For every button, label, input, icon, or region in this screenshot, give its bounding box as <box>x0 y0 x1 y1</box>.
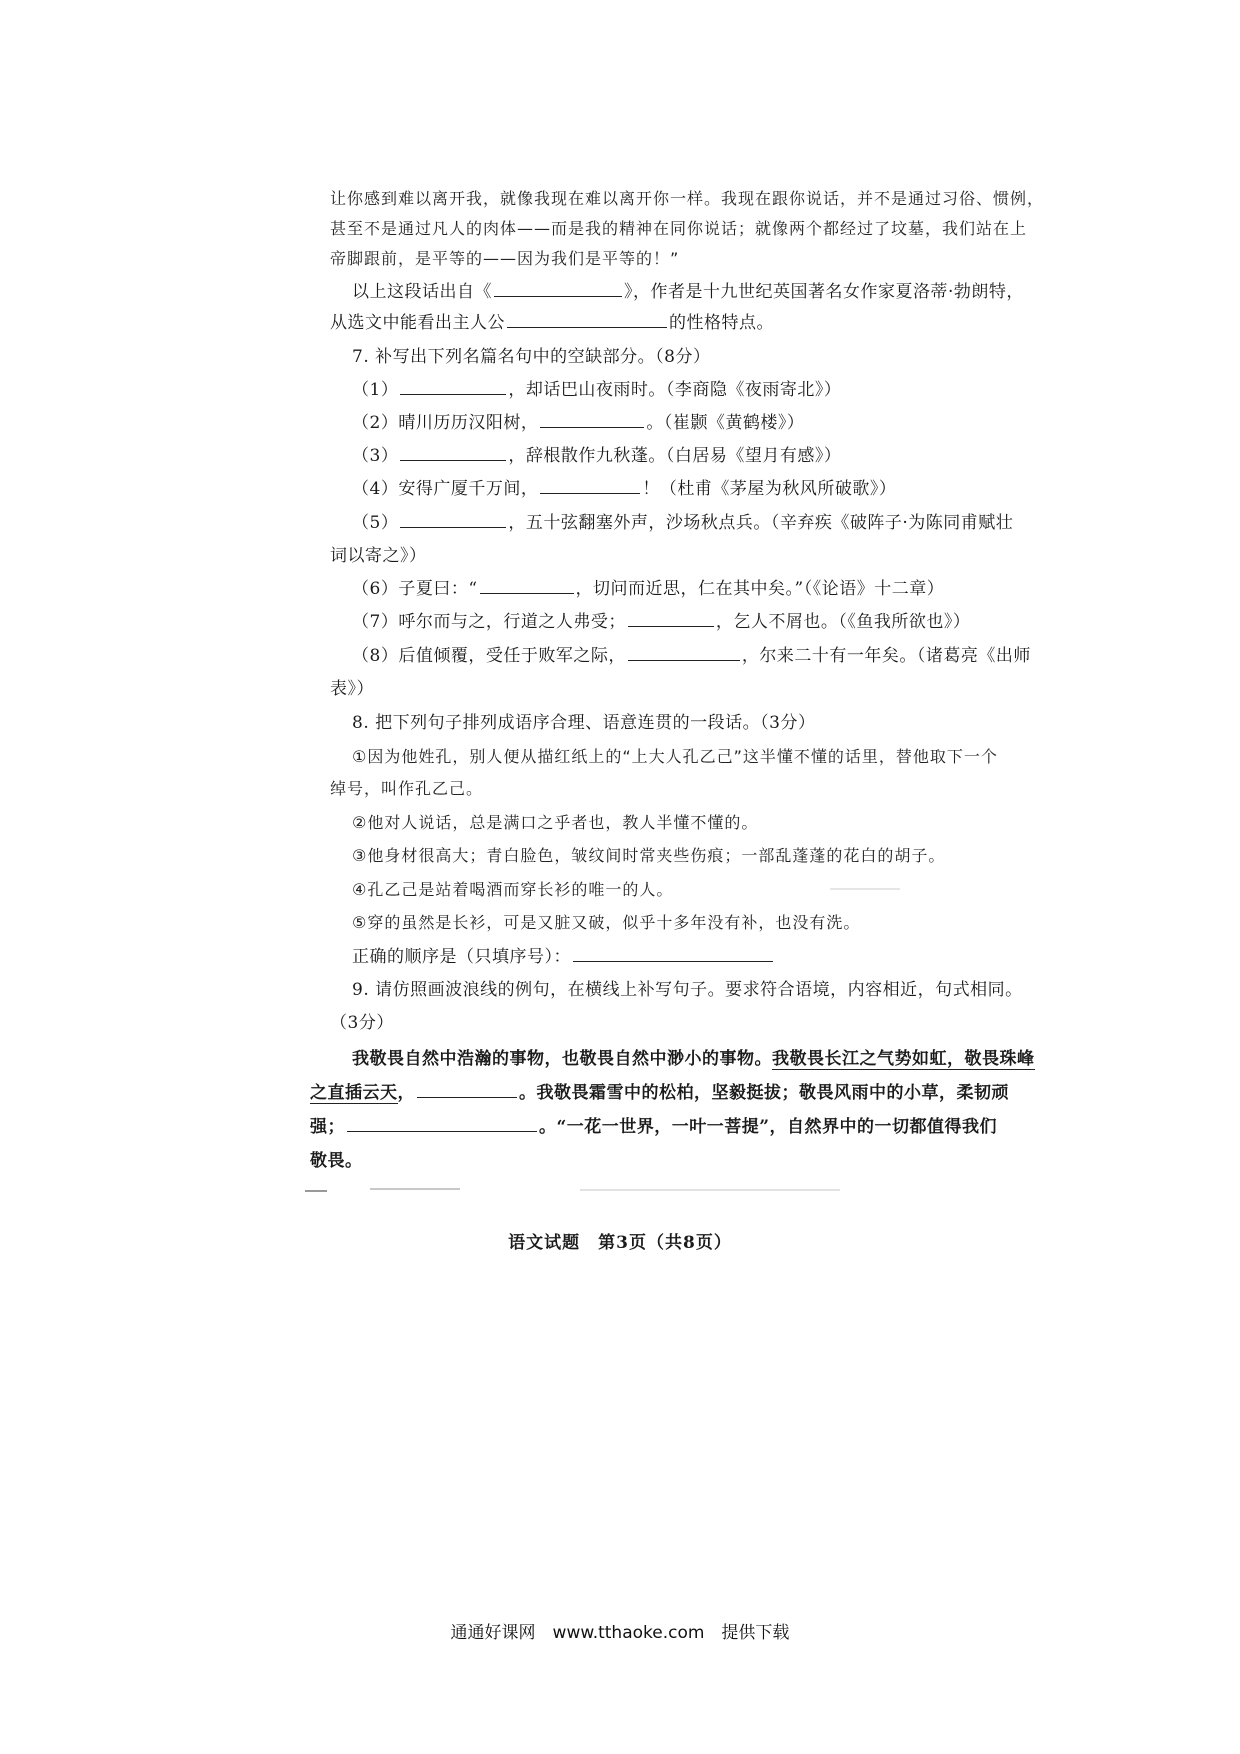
q7-blank-5[interactable] <box>400 511 506 528</box>
q7-item-4-pre: （4）安得广厦千万间， <box>352 479 539 499</box>
q7-item-8-pre: （8）后值倾覆，受任于败军之际， <box>352 646 626 666</box>
q9-p2-text: 。我敬畏霜雪中的松柏，坚毅挺拔；敬畏风雨中的小草，柔韧顽 <box>519 1083 1009 1103</box>
q7-title: 7. 补写出下列名篇名句中的空缺部分。（8分） <box>352 347 711 367</box>
q7-blank-1[interactable] <box>400 378 506 395</box>
q7-blank-6[interactable] <box>480 577 574 594</box>
answer-blank-character[interactable] <box>507 311 667 328</box>
scan-noise <box>580 1189 840 1191</box>
q7-item-2-text: 。（崔颢《黄鹤楼》） <box>646 413 805 433</box>
scan-noise <box>305 1190 327 1192</box>
q7-item-3-text: ，辞根散作九秋蓬。（白居易《望月有感》） <box>508 446 842 466</box>
source-question-a: 以上这段话出自《 <box>352 282 492 302</box>
q9-p1-wavy-example: 我敬畏长江之气势如虹，敬畏珠峰 <box>772 1049 1035 1069</box>
q7-item-6-text: ，切问而近思，仁在其中矣。”（《论语》十二章） <box>575 579 945 599</box>
q9-paragraph-line-4: 敬畏。 <box>310 1151 363 1171</box>
q7-item-8 <box>352 644 1045 668</box>
q7-item-1-text: ，却话巴山夜雨时。（李商隐《夜雨寄北》） <box>508 380 842 400</box>
q9-blank-1[interactable] <box>417 1081 517 1098</box>
q9-p1: 我敬畏自然中浩瀚的事物，也敬畏自然中渺小的事物。 <box>352 1049 772 1069</box>
q7-item-6-pre: （6）子夏曰：“ <box>352 579 478 599</box>
q8-answer <box>352 945 1045 969</box>
q7-item-5-text: ，五十弦翻塞外声，沙场秋点兵。（辛弃疾《破阵子·为陈同甫赋壮 <box>508 513 1014 533</box>
q9-paragraph-line-2: 之直插云天， 。我敬畏霜雪中的松柏，坚毅挺拔；敬畏风雨中的小草，柔韧顽 <box>310 1083 1009 1103</box>
character-question-d: 的性格特点。 <box>669 313 774 333</box>
q7-blank-7[interactable] <box>628 610 714 627</box>
q9-paragraph-line-1 <box>352 1047 1045 1071</box>
download-credit: 通通好课网 www.tthaoke.com 提供下载 <box>450 1623 790 1643</box>
q9-title: 9. 请仿照画波浪线的例句，在横线上补写句子。要求符合语境，内容相近，句式相同。 <box>352 980 1023 1000</box>
q7-item-4-text: ！（杜甫《茅屋为秋风所破歌》） <box>642 479 897 499</box>
character-question <box>330 311 1045 335</box>
source-question <box>352 280 1045 304</box>
q9-p3-text: 。“一花一世界，一叶一菩提”，自然界中的一切都值得我们 <box>539 1117 998 1137</box>
q7-item-5-num: （5） <box>352 513 399 533</box>
q8-sentence-1: ①因为他姓孔，别人便从描红纸上的“上大人孔乙己”这半懂不懂的话里，替他取下一个 <box>352 747 998 766</box>
q7-item-8-cont: 表》） <box>330 679 374 699</box>
q8-sentence-3: ③他身材很高大；青白脸色，皱纹间时常夹些伤痕；一部乱蓬蓬的花白的胡子。 <box>352 846 946 865</box>
q7-item-5 <box>352 511 1045 535</box>
scan-noise <box>830 888 900 890</box>
q7-item-4 <box>352 477 1045 501</box>
q8-sentence-1-cont: 绰号，叫作孔乙己。 <box>330 779 484 798</box>
q7-blank-3[interactable] <box>400 444 506 461</box>
q8-sentence-4: ④孔乙己是站着喝酒而穿长衫的唯一的人。 <box>352 880 674 899</box>
q9-p2-wavy-example: 之直插云天 <box>310 1083 398 1103</box>
q7-item-7-pre: （7）呼尔而与之，行道之人弗受； <box>352 612 626 632</box>
source-question-b: 》，作者是十九世纪英国著名女作家夏洛蒂·勃朗特， <box>624 282 1024 302</box>
scan-noise <box>370 1188 460 1190</box>
answer-blank-book[interactable] <box>494 280 622 297</box>
q8-sentence-2: ②他对人说话，总是满口之乎者也，教人半懂不懂的。 <box>352 813 759 832</box>
q7-item-1 <box>352 378 1045 402</box>
q7-item-7-text: ，乞人不屑也。（《鱼我所欲也》） <box>715 612 971 632</box>
q9-p3-a: 强； <box>310 1117 345 1137</box>
q9-paragraph-line-3 <box>310 1115 1045 1139</box>
passage-line-3: 帝脚跟前，是平等的——因为我们是平等的！” <box>330 249 680 268</box>
q9-score: （3分） <box>330 1013 394 1033</box>
q7-item-2-pre: （2）晴川历历汉阳树， <box>352 413 539 433</box>
q7-item-3-num: （3） <box>352 446 399 466</box>
q8-sentence-5: ⑤穿的虽然是长衫，可是又脏又破，似乎十多年没有补，也没有洗。 <box>352 913 861 932</box>
q8-answer-blank[interactable] <box>573 945 773 962</box>
q7-blank-2[interactable] <box>540 411 644 428</box>
character-question-c: 从选文中能看出主人公 <box>330 313 505 333</box>
q7-blank-4[interactable] <box>540 477 640 494</box>
q7-item-3 <box>352 444 1045 468</box>
q8-answer-label: 正确的顺序是（只填序号）： <box>352 947 571 967</box>
page-footer: 语文试题 第3页（共8页） <box>508 1233 732 1253</box>
q8-title: 8. 把下列句子排列成语序合理、语意连贯的一段话。（3分） <box>352 713 816 733</box>
q7-item-5-cont: 词以寄之》） <box>330 546 427 566</box>
q7-item-6 <box>352 577 1045 601</box>
q7-item-7 <box>352 610 1045 634</box>
passage-line-1: 让你感到难以离开我，就像我现在难以离开你一样。我现在跟你说话，并不是通过习俗、惯例， <box>330 189 1045 208</box>
q7-item-1-num: （1） <box>352 380 399 400</box>
q7-item-2 <box>352 411 1045 435</box>
q7-blank-8[interactable] <box>628 644 740 661</box>
q9-blank-2[interactable] <box>347 1115 537 1132</box>
q7-item-8-text: ，尔来二十有一年矣。（诸葛亮《出师 <box>741 646 1031 666</box>
passage-line-2: 甚至不是通过凡人的肉体——而是我的精神在同你说话；就像两个都经过了坟墓，我们站在上 <box>330 219 1028 238</box>
